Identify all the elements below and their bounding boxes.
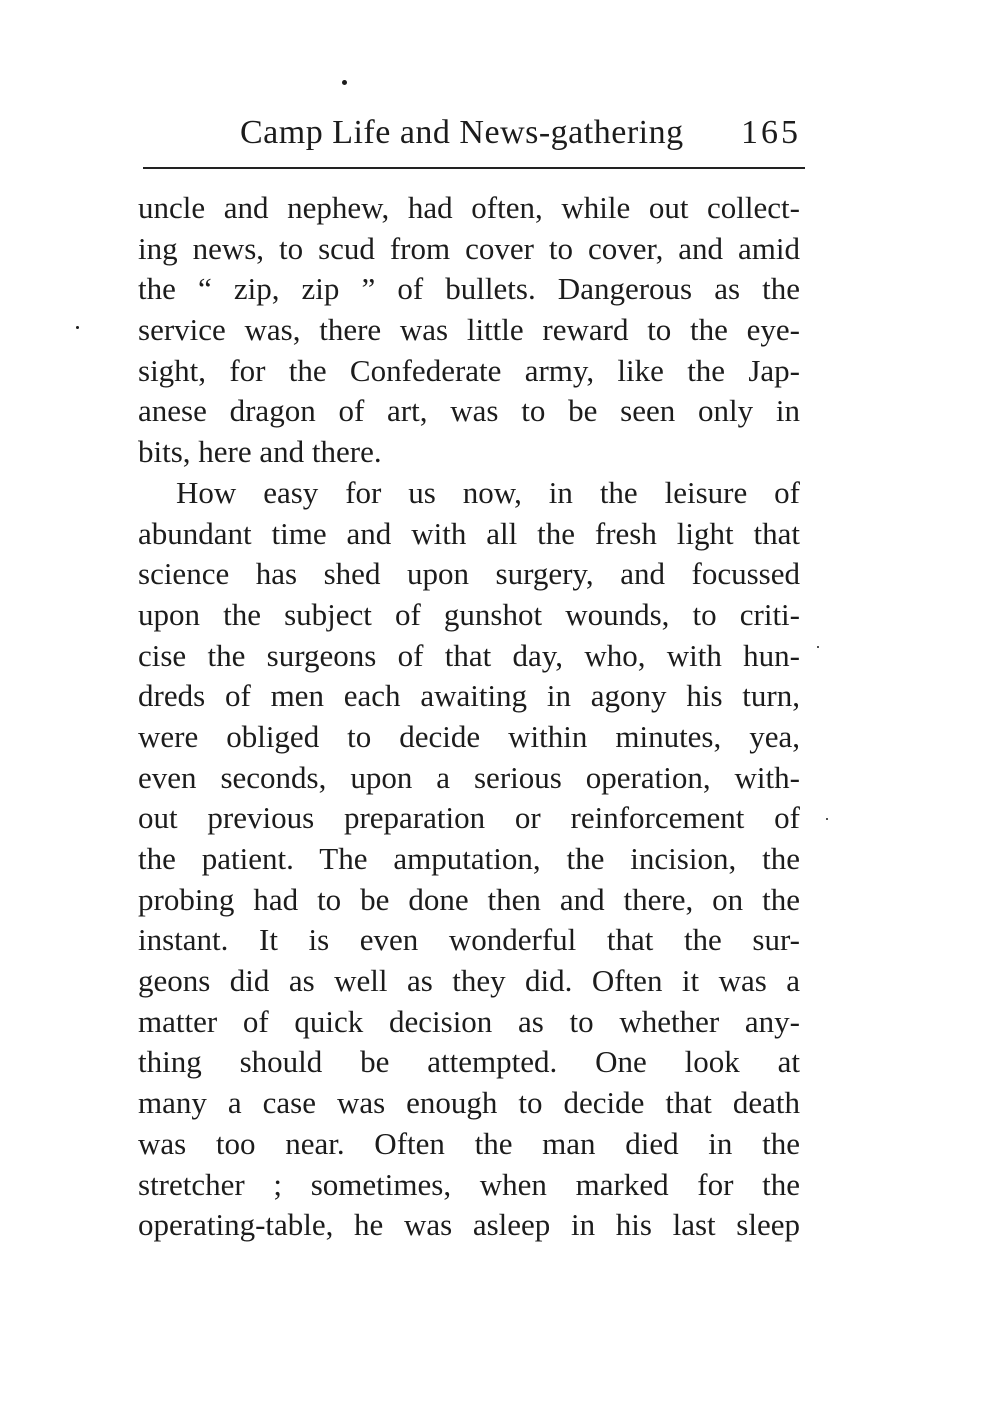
text-line: uncle and nephew, had often, while out collect-: [138, 190, 800, 225]
text-line: probing had to be done then and there, on the: [138, 881, 800, 917]
text-line: ing news, to scud from cover to cover, and amid: [138, 230, 800, 266]
text-line: abundant time and with all the fresh light that: [138, 515, 800, 551]
text-line: many a case was enough to decide that death: [138, 1085, 800, 1121]
text-line: matter of quick decision as to whether any-: [138, 1003, 800, 1039]
text-line: out previous preparation or reinforcement of: [138, 800, 800, 836]
scan-speck: [826, 818, 828, 820]
text-line: dreds of men each awaiting in agony his turn,: [138, 678, 800, 714]
paragraph: [138, 473, 800, 1246]
text-line: were obliged to decide within minutes, yea,: [138, 718, 800, 754]
text-line: bits, here and there.: [138, 434, 382, 470]
text-line: cise the surgeons of that day, who, with hun-: [138, 637, 800, 673]
text-line: geons did as well as they did. Often it was a: [138, 963, 800, 999]
text-line: even seconds, upon a serious operation, with-: [138, 759, 800, 795]
text-line: the patient. The amputation, the incision, the: [138, 841, 800, 876]
paragraph: [138, 188, 800, 473]
running-title: Camp Life and News-gathering: [240, 114, 684, 151]
text-line: thing should be attempted. One look at: [138, 1044, 800, 1080]
text-line: was too near. Often the man died in the: [138, 1125, 800, 1161]
text-line: How easy for us now, in the leisure of: [176, 474, 800, 510]
text-line: service was, there was little reward to the eye-: [138, 312, 800, 348]
text-line: stretcher ; sometimes, when marked for the: [138, 1166, 800, 1202]
header-rule: [143, 167, 805, 169]
body-text: [138, 188, 800, 1246]
scan-speck: [342, 80, 347, 85]
text-line: the “ zip, zip ” of bullets. Dangerous as the: [138, 271, 800, 307]
page-header: [140, 114, 805, 166]
scan-speck: [817, 646, 819, 648]
page-number: 165: [741, 114, 801, 151]
text-line: operating-table, he was asleep in his last sleep: [138, 1207, 800, 1243]
text-line: sight, for the Confederate army, like the Jap-: [138, 352, 800, 388]
text-line: instant. It is even wonderful that the sur-: [138, 922, 800, 958]
text-line: upon the subject of gunshot wounds, to criti-: [138, 596, 800, 632]
scan-speck: [76, 326, 79, 329]
text-line: science has shed upon surgery, and focussed: [138, 556, 800, 592]
text-line: anese dragon of art, was to be seen only in: [138, 393, 800, 429]
